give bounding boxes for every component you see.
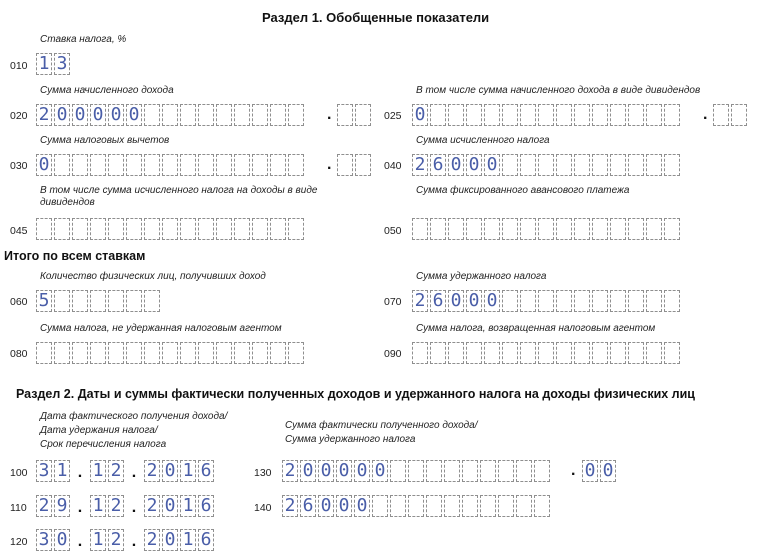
digit-cell: 0 [162,460,178,482]
digit-cell [502,154,518,176]
digit-cell: 0 [54,104,70,126]
digit-cell [408,460,424,482]
field-100-date[interactable] [36,460,216,482]
digit-cell [234,154,250,176]
field-080[interactable] [36,342,306,364]
digit-cell: 6 [430,154,446,176]
digit-cell [466,218,482,240]
digit-cell [90,290,106,312]
code-045: 045 [10,225,28,237]
date-separator: . [77,499,83,516]
digit-cell [646,290,662,312]
digit-cell: 1 [36,53,52,75]
digit-cell [628,218,644,240]
label-030: Сумма налоговых вычетов [40,135,170,146]
label-date-received: Дата фактического получения дохода/ [40,411,228,422]
digit-cell: 0 [162,495,178,517]
digit-cell [72,218,88,240]
digit-cell [538,154,554,176]
digit-cell [198,154,214,176]
digit-cell [54,342,70,364]
section1-title: Раздел 1. Обобщенные показатели [262,10,490,25]
digit-cell [516,495,532,517]
label-date-withheld: Дата удержания налога/ [40,425,158,436]
digit-cell: 0 [108,104,124,126]
digit-cell [664,218,680,240]
digit-cell [534,460,550,482]
digit-cell: 2 [108,495,124,517]
digit-cell [126,154,142,176]
digit-cell: 0 [484,290,500,312]
digit-cell [252,218,268,240]
digit-cell [426,460,442,482]
code-060: 060 [10,296,28,308]
digit-cell [90,342,106,364]
code-010: 010 [10,60,28,72]
label-045: В том числе сумма исчисленного налога на доходы в виде дивидендов [40,185,318,208]
digit-cell [480,460,496,482]
code-140: 140 [254,502,272,514]
digit-cell: 2 [412,290,428,312]
digit-cell: 0 [72,104,88,126]
digit-cell [574,342,590,364]
digit-cell [466,104,482,126]
digit-cell [252,154,268,176]
digit-cell [444,495,460,517]
digit-cell [731,104,747,126]
digit-cell [90,218,106,240]
digit-cell: 0 [448,154,464,176]
digit-cell: 6 [198,529,214,551]
label-income-amount: Сумма фактически полученного дохода/ [285,420,478,431]
digit-cell [430,342,446,364]
date-separator: . [77,533,83,550]
field-120-date[interactable] [36,529,216,551]
digit-cell [592,218,608,240]
digit-cell: 0 [36,154,52,176]
digit-cell: 6 [300,495,316,517]
digit-cell [556,104,572,126]
digit-cell [448,218,464,240]
digit-cell [520,218,536,240]
digit-cell: 2 [144,529,160,551]
digit-cell [234,104,250,126]
digit-cell [216,104,232,126]
digit-cell [592,290,608,312]
digit-cell [355,154,371,176]
digit-cell [574,290,590,312]
digit-cell [180,104,196,126]
decimal-point: . [571,462,576,479]
digit-cell [126,218,142,240]
digit-cell [484,342,500,364]
digit-cell [72,154,88,176]
digit-cell [628,290,644,312]
field-050[interactable] [412,218,682,240]
digit-cell [556,342,572,364]
digit-cell [592,154,608,176]
digit-cell [270,104,286,126]
label-transfer-deadline: Срок перечисления налога [40,439,167,450]
digit-cell [610,218,626,240]
date-separator: . [131,499,137,516]
digit-cell [520,342,536,364]
digit-cell [234,218,250,240]
digit-cell [108,290,124,312]
digit-cell [520,154,536,176]
digit-cell: 0 [126,104,142,126]
digit-cell [556,290,572,312]
digit-cell [448,342,464,364]
digit-cell [444,460,460,482]
digit-cell: 2 [282,460,298,482]
digit-cell [90,154,106,176]
digit-cell [462,460,478,482]
digit-cell [198,342,214,364]
digit-cell: 2 [108,529,124,551]
label-070: Сумма удержанного налога [416,271,547,282]
digit-cell [426,495,442,517]
digit-cell [516,460,532,482]
totals-subtitle: Итого по всем ставкам [4,249,146,263]
digit-cell: 0 [600,460,616,482]
digit-cell [54,290,70,312]
digit-cell [664,290,680,312]
digit-cell: 3 [36,460,52,482]
digit-cell [288,104,304,126]
digit-cell: 0 [484,154,500,176]
digit-cell: 2 [412,154,428,176]
digit-cell [288,154,304,176]
digit-cell [126,290,142,312]
digit-cell [408,495,424,517]
field-130[interactable] [282,460,552,482]
field-030-dec[interactable] [337,154,373,176]
digit-cell [54,218,70,240]
field-025[interactable] [412,104,682,126]
digit-cell [448,104,464,126]
digit-cell [628,104,644,126]
digit-cell: 2 [108,460,124,482]
digit-cell [430,218,446,240]
digit-cell [337,104,353,126]
digit-cell [713,104,729,126]
digit-cell [234,342,250,364]
digit-cell: 0 [54,529,70,551]
digit-cell: 1 [180,529,196,551]
digit-cell [162,104,178,126]
field-140[interactable] [282,495,552,517]
digit-cell: 0 [336,495,352,517]
digit-cell: 2 [282,495,298,517]
digit-cell: 1 [90,495,106,517]
digit-cell [270,342,286,364]
code-025: 025 [384,110,402,122]
digit-cell [574,154,590,176]
digit-cell [144,290,160,312]
digit-cell [646,218,662,240]
field-010[interactable] [36,53,72,75]
digit-cell: 1 [180,460,196,482]
digit-cell: 0 [354,495,370,517]
digit-cell: 9 [54,495,70,517]
digit-cell [502,290,518,312]
code-090: 090 [384,348,402,360]
digit-cell [198,104,214,126]
digit-cell [198,218,214,240]
digit-cell [610,342,626,364]
digit-cell [216,342,232,364]
digit-cell: 0 [448,290,464,312]
digit-cell: 0 [318,460,334,482]
digit-cell [216,218,232,240]
digit-cell [36,342,52,364]
digit-cell [574,218,590,240]
digit-cell: 1 [54,460,70,482]
digit-cell: 6 [198,495,214,517]
digit-cell [180,218,196,240]
digit-cell [502,342,518,364]
digit-cell [108,154,124,176]
digit-cell [36,218,52,240]
digit-cell [430,104,446,126]
field-060[interactable] [36,290,162,312]
digit-cell [646,342,662,364]
digit-cell: 0 [582,460,598,482]
digit-cell [628,342,644,364]
digit-cell [646,154,662,176]
digit-cell [538,290,554,312]
decimal-point: . [327,156,332,173]
digit-cell [108,218,124,240]
field-130-dec[interactable] [582,460,618,482]
digit-cell: 0 [300,460,316,482]
digit-cell [162,218,178,240]
digit-cell [144,154,160,176]
digit-cell: 2 [144,460,160,482]
digit-cell [520,290,536,312]
digit-cell: 2 [144,495,160,517]
field-025-dec[interactable] [713,104,749,126]
digit-cell [390,460,406,482]
code-120: 120 [10,536,28,548]
code-050: 050 [384,225,402,237]
digit-cell [180,154,196,176]
digit-cell [556,218,572,240]
digit-cell: 6 [198,460,214,482]
field-020[interactable] [36,104,306,126]
digit-cell [288,342,304,364]
digit-cell [480,495,496,517]
decimal-point: . [327,106,332,123]
digit-cell [72,290,88,312]
label-withheld-amount: Сумма удержанного налога [285,434,416,445]
digit-cell: 0 [466,154,482,176]
digit-cell [270,154,286,176]
date-separator: . [131,464,137,481]
field-020-dec[interactable] [337,104,373,126]
code-030: 030 [10,160,28,172]
digit-cell [646,104,662,126]
digit-cell: 0 [336,460,352,482]
decimal-point: . [703,106,708,123]
digit-cell: 0 [372,460,388,482]
section2-title: Раздел 2. Даты и суммы фактически полученных доходов и удержанного налога на доходы физических лиц [16,387,695,401]
field-070[interactable] [412,290,682,312]
digit-cell: 0 [354,460,370,482]
digit-cell [462,495,478,517]
digit-cell [144,218,160,240]
digit-cell [574,104,590,126]
label-020: Сумма начисленного дохода [40,85,174,96]
digit-cell [252,104,268,126]
digit-cell [610,154,626,176]
digit-cell: 0 [466,290,482,312]
digit-cell [337,154,353,176]
digit-cell [466,342,482,364]
label-060: Количество физических лиц, получивших доход [40,271,266,282]
digit-cell [54,154,70,176]
digit-cell: 5 [36,290,52,312]
digit-cell: 1 [90,529,106,551]
digit-cell [390,495,406,517]
digit-cell [628,154,644,176]
field-030[interactable] [36,154,306,176]
digit-cell [72,342,88,364]
digit-cell: 0 [318,495,334,517]
digit-cell [372,495,388,517]
digit-cell [592,104,608,126]
digit-cell: 2 [36,104,52,126]
digit-cell [412,218,428,240]
digit-cell: 1 [180,495,196,517]
digit-cell [664,154,680,176]
date-separator: . [131,533,137,550]
digit-cell [252,342,268,364]
digit-cell [664,104,680,126]
label-090: Сумма налога, возвращенная налоговым агентом [416,323,656,334]
code-020: 020 [10,110,28,122]
digit-cell [502,104,518,126]
code-130: 130 [254,467,272,479]
label-025: В том числе сумма начисленного дохода в виде дивидендов [416,85,701,96]
digit-cell [592,342,608,364]
digit-cell [270,218,286,240]
field-110-date[interactable] [36,495,216,517]
digit-cell [216,154,232,176]
date-separator: . [77,464,83,481]
digit-cell: 6 [430,290,446,312]
digit-cell [520,104,536,126]
digit-cell [144,104,160,126]
digit-cell: 0 [162,529,178,551]
digit-cell [355,104,371,126]
digit-cell [538,342,554,364]
digit-cell: 0 [90,104,106,126]
digit-cell [502,218,518,240]
code-100: 100 [10,467,28,479]
digit-cell [610,290,626,312]
label-050: Сумма фиксированного авансового платежа [416,185,630,196]
digit-cell [534,495,550,517]
digit-cell: 3 [36,529,52,551]
label-040: Сумма исчисленного налога [416,135,550,146]
digit-cell [108,342,124,364]
field-040[interactable] [412,154,682,176]
code-070: 070 [384,296,402,308]
digit-cell: 3 [54,53,70,75]
digit-cell [144,342,160,364]
digit-cell [556,154,572,176]
field-090[interactable] [412,342,682,364]
code-080: 080 [10,348,28,360]
code-040: 040 [384,160,402,172]
digit-cell [180,342,196,364]
digit-cell [126,342,142,364]
digit-cell [664,342,680,364]
label-080: Сумма налога, не удержанная налоговым агентом [40,323,282,334]
digit-cell: 0 [412,104,428,126]
digit-cell [538,104,554,126]
field-045[interactable] [36,218,306,240]
digit-cell [498,460,514,482]
label-010: Ставка налога, % [40,34,127,45]
digit-cell [162,154,178,176]
digit-cell [484,104,500,126]
digit-cell [288,218,304,240]
code-110: 110 [10,502,27,514]
digit-cell [162,342,178,364]
digit-cell [484,218,500,240]
digit-cell [538,218,554,240]
digit-cell [498,495,514,517]
digit-cell: 2 [36,495,52,517]
digit-cell [610,104,626,126]
digit-cell: 1 [90,460,106,482]
digit-cell [412,342,428,364]
